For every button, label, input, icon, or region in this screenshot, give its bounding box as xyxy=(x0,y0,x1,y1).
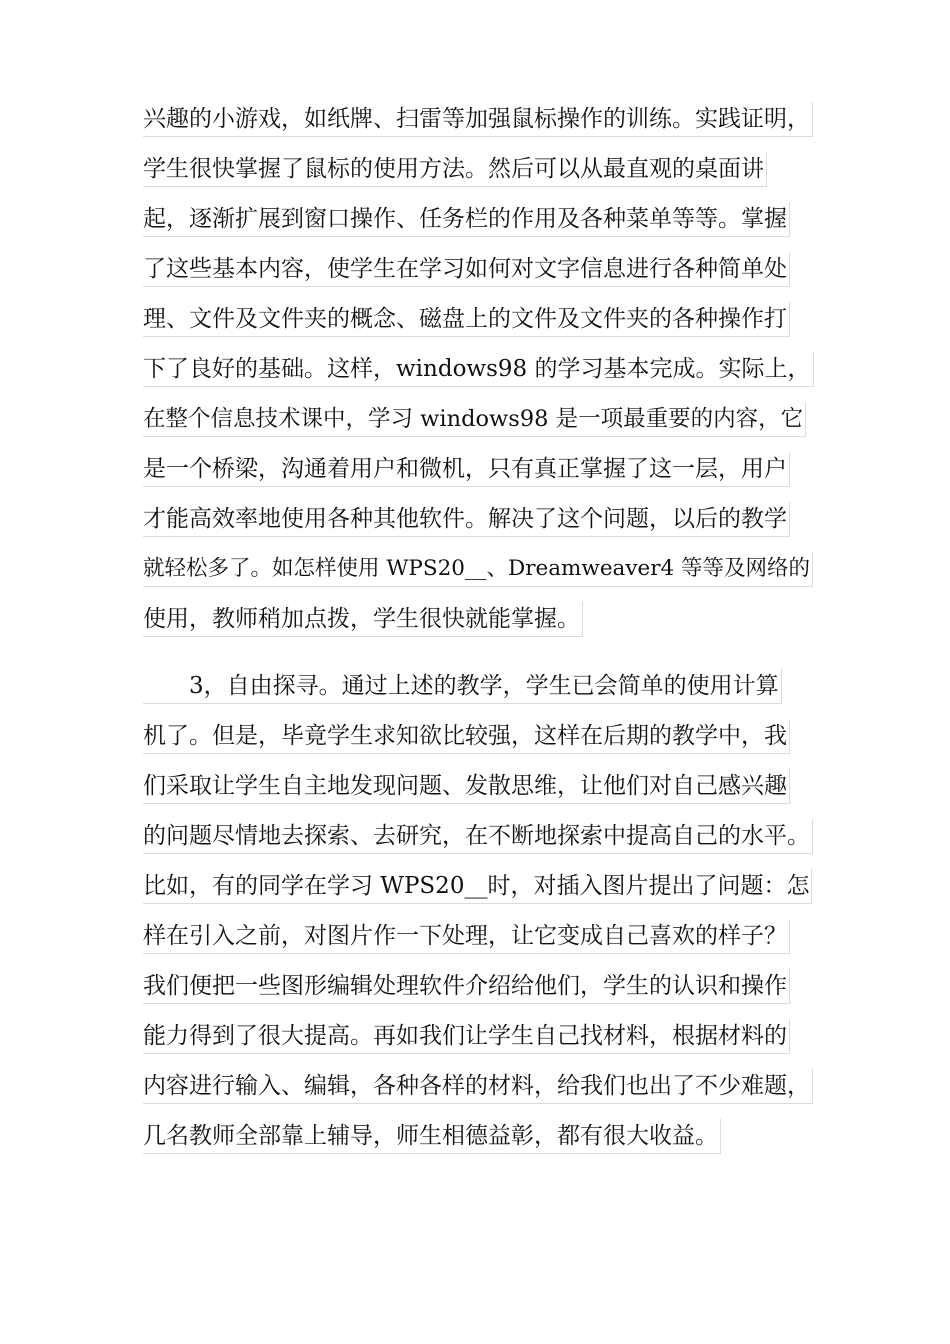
paragraph2-line-6: 样在引入之前，对图片作一下处理，让它变成自己喜欢的样子？ xyxy=(143,919,790,954)
paragraph1-line-10: 就轻松多了。如怎样使用 WPS20__、Dreamweaver4 等等及网络的 xyxy=(143,552,813,587)
paragraph1-line-3: 起，逐渐扩展到窗口操作、任务栏的作用及各种菜单等等。掌握 xyxy=(143,202,790,237)
paragraph2-line-10: 几名教师全部靠上辅导，师生相德益彰，都有很大收益。 xyxy=(143,1119,721,1154)
paragraph1-line-4: 了这些基本内容，使学生在学习如何对文字信息进行各种简单处 xyxy=(143,252,790,287)
paragraph1-line-9: 才能高效率地使用各种其他软件。解决了这个问题，以后的教学 xyxy=(143,502,790,537)
paragraph1-line-11: 使用，教师稍加点拨，学生很快就能掌握。 xyxy=(143,602,583,637)
paragraph2-line-9: 内容进行输入、编辑，各种各样的材料，给我们也出了不少难题， xyxy=(143,1069,813,1104)
paragraph2-line-5: 比如，有的同学在学习 WPS20__时，对插入图片提出了问题：怎 xyxy=(143,869,812,904)
paragraph1-line-5: 理、文件及文件夹的概念、磁盘上的文件及文件夹的各种操作打 xyxy=(143,302,790,337)
paragraph1-line-6: 下了良好的基础。这样，windows98 的学习基本完成。实际上， xyxy=(143,352,814,387)
paragraph2-line-3: 们采取让学生自主地发现问题、发散思维，让他们对自己感兴趣 xyxy=(143,769,790,804)
paragraph1-line-2: 学生很快掌握了鼠标的使用方法。然后可以从最直观的桌面讲 xyxy=(143,152,767,187)
paragraph2-line-7: 我们便把一些图形编辑处理软件介绍给他们，学生的认识和操作 xyxy=(143,969,790,1004)
paragraph2-line-4: 的问题尽情地去探索、去研究，在不断地探索中提高自己的水平。 xyxy=(143,819,813,854)
paragraph2-line-1: 3，自由探寻。通过上述的教学，学生已会简单的使用计算 xyxy=(143,669,782,704)
paragraph1-line-7: 在整个信息技术课中，学习 windows98 是一项最重要的内容，它 xyxy=(143,402,806,437)
paragraph2-line-8: 能力得到了很大提高。再如我们让学生自己找材料，根据材料的 xyxy=(143,1019,790,1054)
paragraph1-line-1: 兴趣的小游戏，如纸牌、扫雷等加强鼠标操作的训练。实践证明， xyxy=(143,102,813,137)
paragraph1-line-8: 是一个桥梁，沟通着用户和微机，只有真正掌握了这一层，用户 xyxy=(143,452,790,487)
paragraph2-line-2: 机了。但是，毕竟学生求知欲比较强，这样在后期的教学中，我 xyxy=(143,719,790,754)
